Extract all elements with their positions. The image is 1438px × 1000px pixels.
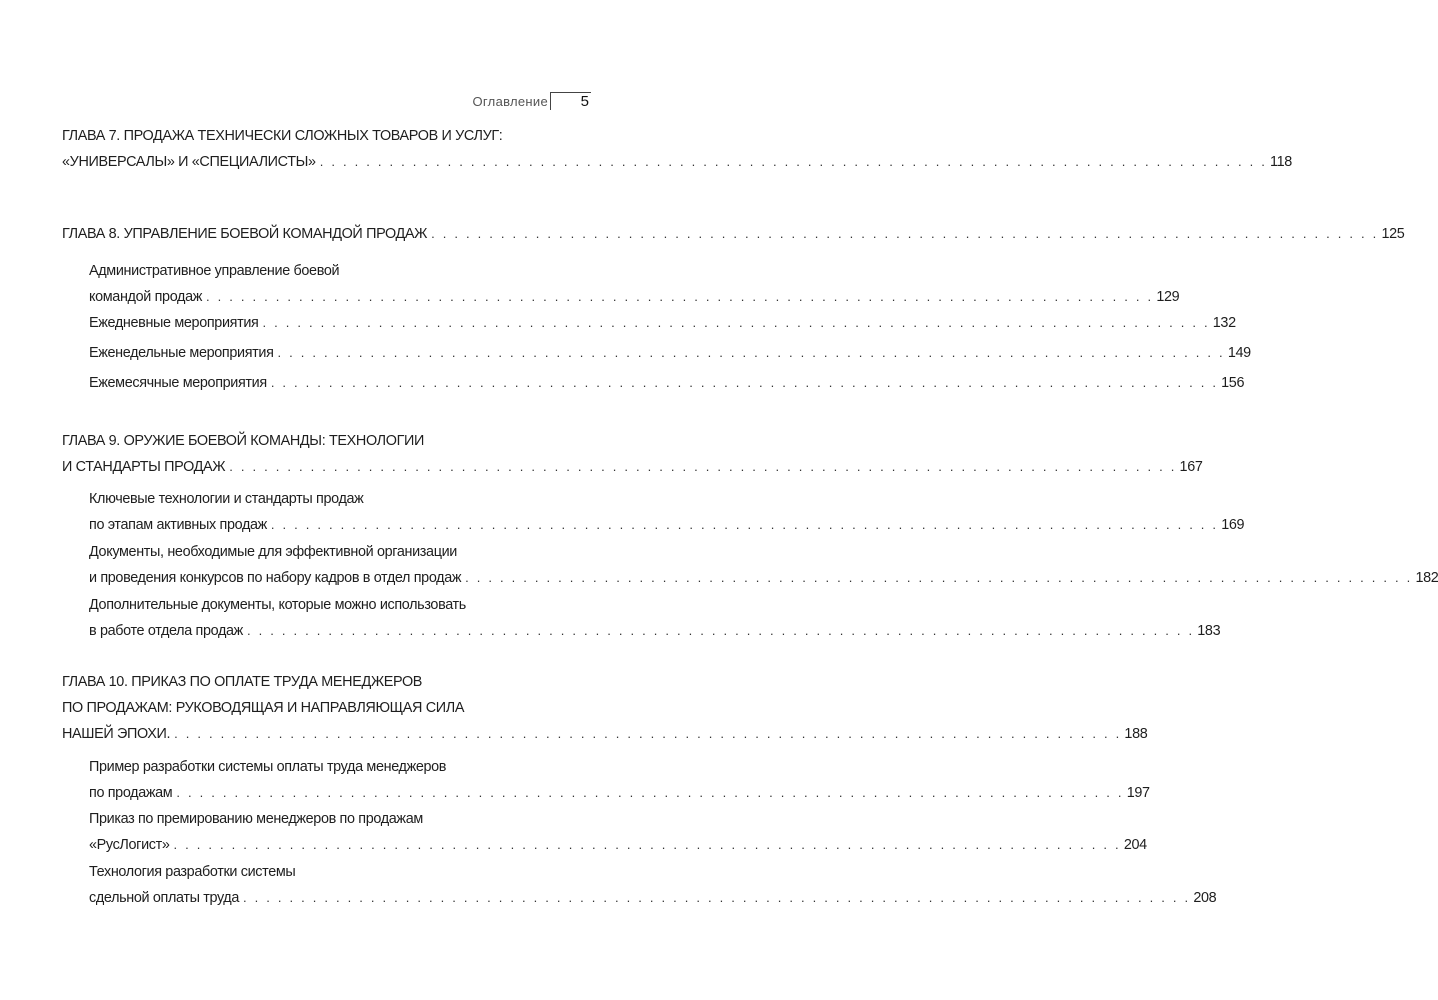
page-number: 5 [550, 92, 591, 110]
toc-page-number: 149 [1227, 345, 1251, 361]
toc-entry-title: ГЛАВА 10. ПРИКАЗ ПО ОПЛАТЕ ТРУДА МЕНЕДЖЕРОВ [62, 674, 423, 690]
dot-leader: . . . . . . . . . . . . . . . . . . . . . . . . . . . . . . . . . . . . . . . . . . . . . . . . . . . . . . . . . . . . . . . . . . . . . . . . . . . . . . . . . . [243, 890, 1191, 905]
dot-leader: . . . . . . . . . . . . . . . . . . . . . . . . . . . . . . . . . . . . . . . . . . . . . . . . . . . . . . . . . . . . . . . . . . . . . . . . . . . . . . . . . . [277, 345, 1225, 360]
toc-section-entry[interactable] [89, 539, 1438, 591]
toc-entry-title: по этапам активных продаж [89, 517, 267, 533]
toc-chapter-entry[interactable] [62, 221, 1405, 247]
dot-leader: . . . . . . . . . . . . . . . . . . . . . . . . . . . . . . . . . . . . . . . . . . . . . . . . . . . . . . . . . . . . . . . . . . . . . . . . . . . . . . . . . . [246, 623, 1195, 638]
toc-entry-line [89, 370, 1245, 396]
toc-chapter-entry[interactable] [62, 123, 1292, 175]
toc-entry-title: ГЛАВА 9. ОРУЖИЕ БОЕВОЙ КОМАНДЫ: ТЕХНОЛОГИИ [62, 433, 425, 449]
toc-section-entry[interactable] [89, 258, 1180, 310]
toc-entry-title: Еженедельные мероприятия [89, 345, 274, 361]
toc-page-number: 197 [1126, 785, 1150, 801]
toc-page-number: 125 [1381, 226, 1405, 242]
toc-section-entry[interactable] [89, 806, 1147, 858]
toc-entry-title: Ежедневные мероприятия [89, 315, 259, 331]
toc-entry-line [89, 859, 544, 885]
toc-entry-title: НАШЕЙ ЭПОХИ. [62, 726, 171, 742]
toc-entry-title: ГЛАВА 8. УПРАВЛЕНИЕ БОЕВОЙ КОМАНДОЙ ПРОДАЖ [62, 226, 428, 242]
toc-entry-line [89, 592, 544, 618]
toc-page-number: 204 [1123, 837, 1147, 853]
toc-page-number: 188 [1124, 726, 1148, 742]
toc-entry-line [62, 721, 1148, 747]
dot-leader: . . . . . . . . . . . . . . . . . . . . . . . . . . . . . . . . . . . . . . . . . . . . . . . . . . . . . . . . . . . . . . . . . . . . . . . . . . . . . . . . . . [206, 289, 1154, 304]
toc-entry-line [89, 754, 544, 780]
toc-entry-title: И СТАНДАРТЫ ПРОДАЖ [62, 459, 226, 475]
dot-leader: . . . . . . . . . . . . . . . . . . . . . . . . . . . . . . . . . . . . . . . . . . . . . . . . . . . . . . . . . . . . . . . . . . . . . . . . . . . . . . . . . . [176, 785, 1124, 800]
running-header-title: Оглавление [472, 94, 548, 109]
dot-leader: . . . . . . . . . . . . . . . . . . . . . . . . . . . . . . . . . . . . . . . . . . . . . . . . . . . . . . . . . . . . . . . . . . . . . . . . . . . . . . . . . . [465, 570, 1413, 585]
toc-entry-line [89, 310, 1236, 336]
toc-section-entry[interactable] [89, 340, 1251, 366]
toc-entry-title: ГЛАВА 7. ПРОДАЖА ТЕХНИЧЕСКИ СЛОЖНЫХ ТОВАРОВ И УСЛУГ: [62, 128, 503, 144]
toc-section-entry[interactable] [89, 486, 1245, 538]
toc-chapter-entry[interactable] [62, 428, 1203, 480]
toc-page-number: 129 [1156, 289, 1180, 305]
toc-page-number: 167 [1179, 459, 1203, 475]
toc-entry-title: Приказ по премированию менеджеров по продажам [89, 811, 423, 827]
toc-entry-line [62, 695, 544, 721]
toc-entry-line [89, 512, 1245, 538]
toc-entry-title: Пример разработки системы оплаты труда менеджеров [89, 759, 447, 775]
toc-entry-title: ПО ПРОДАЖАМ: РУКОВОДЯЩАЯ И НАПРАВЛЯЮЩАЯ СИЛА [62, 700, 465, 716]
toc-entry-line [62, 123, 544, 149]
toc-entry-line [89, 539, 544, 565]
toc-entry-line [89, 885, 1217, 911]
toc-entry-line [62, 454, 1203, 480]
toc-page-number: 169 [1221, 517, 1245, 533]
toc-entry-title: Технология разработки системы [89, 864, 296, 880]
toc-entry-line [89, 832, 1147, 858]
toc-entry-line [89, 486, 544, 512]
toc-entry-line [62, 428, 544, 454]
toc-entry-title: Ежемесячные мероприятия [89, 375, 267, 391]
toc-entry-line [89, 340, 1251, 366]
toc-entry-line [89, 284, 1180, 310]
toc-section-entry[interactable] [89, 754, 1150, 806]
toc-page-number: 118 [1270, 154, 1292, 170]
toc-page-number: 156 [1221, 375, 1245, 391]
toc-page-number: 183 [1197, 623, 1221, 639]
toc-entry-line [89, 565, 1438, 591]
toc-page-number: 182 [1415, 570, 1438, 586]
dot-leader: . . . . . . . . . . . . . . . . . . . . . . . . . . . . . . . . . . . . . . . . . . . . . . . . . . . . . . . . . . . . . . . . . . . . . . . . . . . . . . . . . . [174, 726, 1122, 741]
toc-entry-title: Административное управление боевой [89, 263, 340, 279]
toc-entry-line [89, 618, 1221, 644]
dot-leader: . . . . . . . . . . . . . . . . . . . . . . . . . . . . . . . . . . . . . . . . . . . . . . . . . . . . . . . . . . . . . . . . . . . . . . . . . . . . . . . . . . [270, 517, 1219, 532]
dot-leader: . . . . . . . . . . . . . . . . . . . . . . . . . . . . . . . . . . . . . . . . . . . . . . . . . . . . . . . . . . . . . . . . . . . . . . . . . . . . . . . . . . [319, 154, 1268, 169]
toc-section-entry[interactable] [89, 859, 1217, 911]
dot-leader: . . . . . . . . . . . . . . . . . . . . . . . . . . . . . . . . . . . . . . . . . . . . . . . . . . . . . . . . . . . . . . . . . . . . . . . . . . . . . . . . . . [270, 375, 1219, 390]
toc-entry-title: Документы, необходимые для эффективной организации [89, 544, 457, 560]
toc-chapter-entry[interactable] [62, 669, 1148, 747]
toc-page-number: 208 [1193, 890, 1217, 906]
toc-entry-line [89, 780, 1150, 806]
toc-entry-title: «РусЛогист» [89, 837, 170, 853]
toc-entry-title: и проведения конкурсов по набору кадров в отдел продаж [89, 570, 462, 586]
dot-leader: . . . . . . . . . . . . . . . . . . . . . . . . . . . . . . . . . . . . . . . . . . . . . . . . . . . . . . . . . . . . . . . . . . . . . . . . . . . . . . . . . . [262, 315, 1210, 330]
toc-entry-title: «УНИВЕРСАЛЫ» И «СПЕЦИАЛИСТЫ» [62, 154, 316, 170]
toc-section-entry[interactable] [89, 310, 1236, 336]
toc-entry-line [62, 149, 1292, 175]
toc-entry-line [89, 806, 544, 832]
toc-entry-title: Дополнительные документы, которые можно использовать [89, 597, 466, 613]
dot-leader: . . . . . . . . . . . . . . . . . . . . . . . . . . . . . . . . . . . . . . . . . . . . . . . . . . . . . . . . . . . . . . . . . . . . . . . . . . . . . . . . . . [229, 459, 1177, 474]
toc-entry-title: командой продаж [89, 289, 203, 305]
toc-entry-title: сдельной оплаты труда [89, 890, 240, 906]
toc-section-entry[interactable] [89, 592, 1221, 644]
toc-entry-line [62, 221, 1405, 247]
toc-entry-title: по продажам [89, 785, 173, 801]
toc-entry-title: Ключевые технологии и стандарты продаж [89, 491, 364, 507]
toc-entry-title: в работе отдела продаж [89, 623, 243, 639]
running-header [473, 90, 591, 110]
toc-entry-line [62, 669, 544, 695]
toc-entry-line [89, 258, 544, 284]
toc-page-number: 132 [1212, 315, 1236, 331]
dot-leader: . . . . . . . . . . . . . . . . . . . . . . . . . . . . . . . . . . . . . . . . . . . . . . . . . . . . . . . . . . . . . . . . . . . . . . . . . . . . . . . . . . [173, 837, 1121, 852]
dot-leader: . . . . . . . . . . . . . . . . . . . . . . . . . . . . . . . . . . . . . . . . . . . . . . . . . . . . . . . . . . . . . . . . . . . . . . . . . . . . . . . . . . [431, 226, 1379, 241]
toc-section-entry[interactable] [89, 370, 1245, 396]
